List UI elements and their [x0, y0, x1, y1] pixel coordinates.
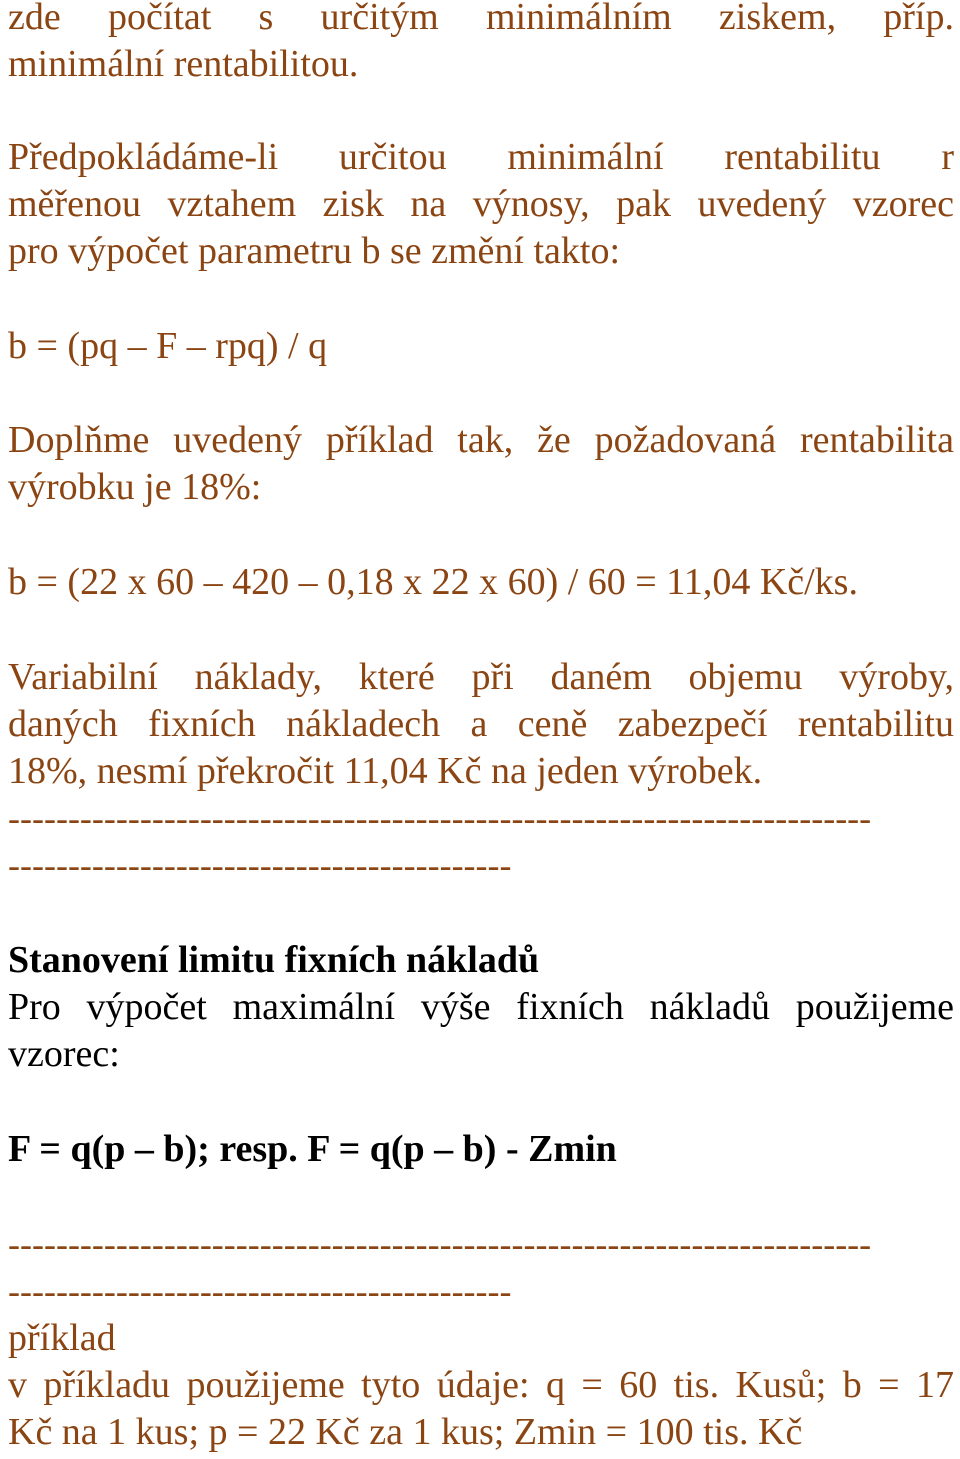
separator-1-line-2: ------------------------------------------ — [8, 845, 512, 885]
example-line-1: v příkladu použijeme tyto údaje: q = 60 tis. Kusů; b = 17 — [8, 1364, 954, 1406]
paragraph-3-line-1: Doplňme uvedený příklad tak, že požadovaná rentabilita — [8, 419, 954, 461]
example-line-2: Kč na 1 kus; p = 22 Kč za 1 kus; Zmin = 100 tis. Kč — [8, 1411, 803, 1453]
formula-b-rentability: b = (pq – F – rpq) / q — [8, 325, 328, 367]
paragraph-3-line-2: výrobku je 18%: — [8, 466, 262, 508]
separator-1-line-1: ------------------------------------------------------------------------ — [8, 798, 872, 838]
paragraph-2-line-1: Předpokládáme-li určitou minimální rentabilitu r — [8, 136, 954, 178]
paragraph-5-line-2: vzorec: — [8, 1033, 120, 1075]
paragraph-1-line-1: zde počítat s určitým minimálním ziskem, příp. — [8, 0, 954, 38]
separator-2-line-1: ------------------------------------------------------------------------ — [8, 1224, 872, 1264]
formula-b-calculation: b = (22 x 60 – 420 – 0,18 x 22 x 60) / 60 = 11,04 Kč/ks. — [8, 561, 858, 603]
example-label: příklad — [8, 1317, 116, 1359]
paragraph-4-line-3: 18%, nesmí překročit 11,04 Kč na jeden výrobek. — [8, 750, 763, 792]
section-heading: Stanovení limitu fixních nákladů — [8, 939, 540, 981]
paragraph-1-line-2: minimální rentabilitou. — [8, 43, 359, 85]
formula-fixed-costs: F = q(p – b); resp. F = q(p – b) - Zmin — [8, 1128, 617, 1170]
separator-2-line-2: ------------------------------------------ — [8, 1271, 512, 1311]
paragraph-5-line-1: Pro výpočet maximální výše fixních nákladů použijeme — [8, 986, 954, 1028]
paragraph-2-line-3: pro výpočet parametru b se změní takto: — [8, 230, 621, 272]
paragraph-2-line-2: měřenou vztahem zisk na výnosy, pak uvedený vzorec — [8, 183, 954, 225]
paragraph-4-line-1: Variabilní náklady, které při daném objemu výroby, — [8, 656, 954, 698]
paragraph-4-line-2: daných fixních nákladech a ceně zabezpečí rentabilitu — [8, 703, 954, 745]
